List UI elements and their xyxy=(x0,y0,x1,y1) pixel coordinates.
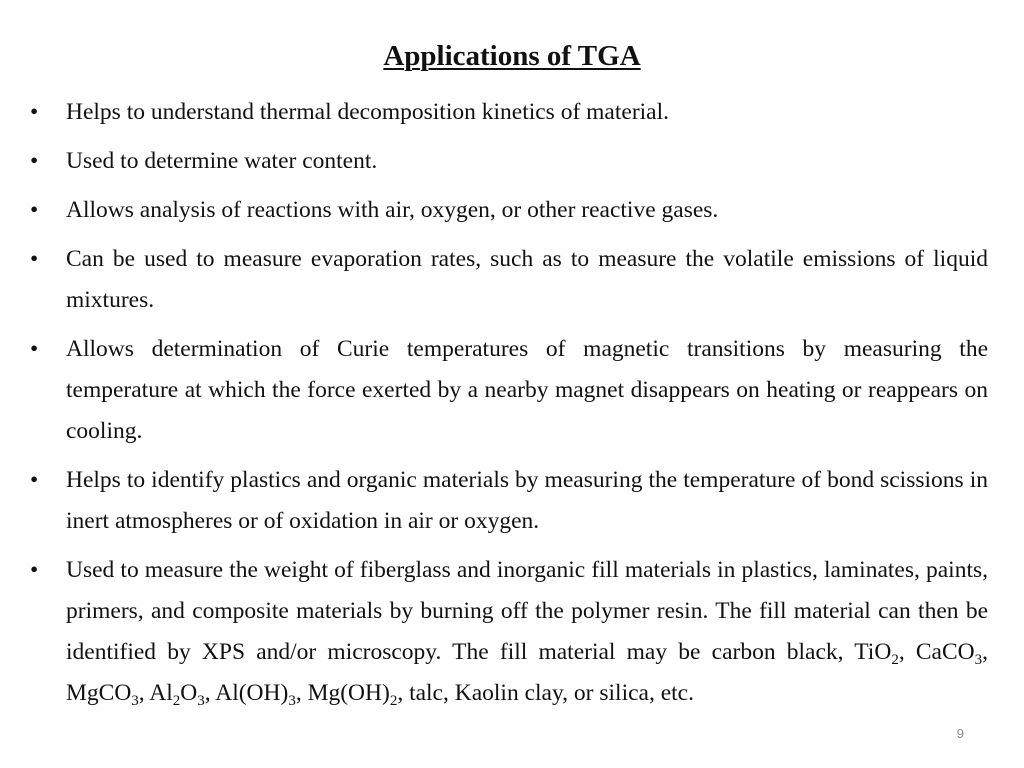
page-number: 9 xyxy=(956,726,964,741)
bullet-text: Helps to identify plastics and organic materials by measuring the temperature of bond scissions in inert atmospheres or of oxidation in air or oxygen. xyxy=(66,467,988,534)
bullet-icon: • xyxy=(30,246,39,272)
list-item xyxy=(30,460,988,542)
list-item xyxy=(30,329,988,452)
bullet-text: Used to determine water content. xyxy=(66,148,378,174)
formula-mgoh2: $Mg(OH)_2$ xyxy=(307,680,398,709)
bullet-list xyxy=(30,92,988,722)
list-item xyxy=(30,190,988,231)
slide-title: Applications of TGA xyxy=(383,40,641,72)
bullet-text: Can be used to measure evaporation rates, such as to measure the volatile emissions of liquid mixtures. xyxy=(66,246,988,313)
bullet-icon: • xyxy=(30,467,39,493)
bullet-text-intro: Used to measure the weight of fiberglass and inorganic fill materials in plastics, laminates, paints, primers, and composite materials by burning off the polymer resin. The fill material can then be identified by XPS and/or microscopy. The fill material may be carbon black, xyxy=(66,557,988,665)
formula-caco3: CaCO$_3$ xyxy=(915,639,983,668)
bullet-text: Helps to understand thermal decomposition kinetics of material. xyxy=(66,99,670,125)
bullet-icon: • xyxy=(30,557,39,583)
formula-tio2: TiO$_2$ xyxy=(854,639,899,668)
bullet-text-outro: , talc, Kaolin clay, or silica, etc. xyxy=(397,680,694,706)
list-item xyxy=(30,92,988,133)
list-item xyxy=(30,141,988,182)
formula-al2o3: $Al_2O_3$ xyxy=(149,680,205,709)
formula-mgco3: MgCO$_3$ xyxy=(66,680,139,709)
bullet-text: Allows analysis of reactions with air, oxygen, or other reactive gases. xyxy=(66,197,719,223)
bullet-text-formulas: Used to measure the weight of fiberglass and inorganic fill materials in plastics, laminates, paints, primers, and composite materials by burning off the polymer resin. The fill material can then be identified by XPS and/or microscopy. The fill material may be carbon black, TiO$_2$, CaCO$_3$, MgCO$_3$, $Al_2O_3$, $Al(OH)_3$, $Mg(OH)_2$, talc, Kaolin clay, or silica, etc. xyxy=(66,557,988,709)
bullet-icon: • xyxy=(30,99,39,125)
list-item xyxy=(30,239,988,321)
list-item xyxy=(30,550,988,714)
bullet-icon: • xyxy=(30,336,39,362)
bullet-icon: • xyxy=(30,148,39,174)
bullet-text: Allows determination of Curie temperatures of magnetic transitions by measuring the temperature at which the force exerted by a nearby magnet disappears on heating or reappears on cooling. xyxy=(66,336,988,444)
bullet-icon: • xyxy=(30,197,39,223)
formula-aloh3: $Al(OH)_3$ xyxy=(215,680,296,709)
